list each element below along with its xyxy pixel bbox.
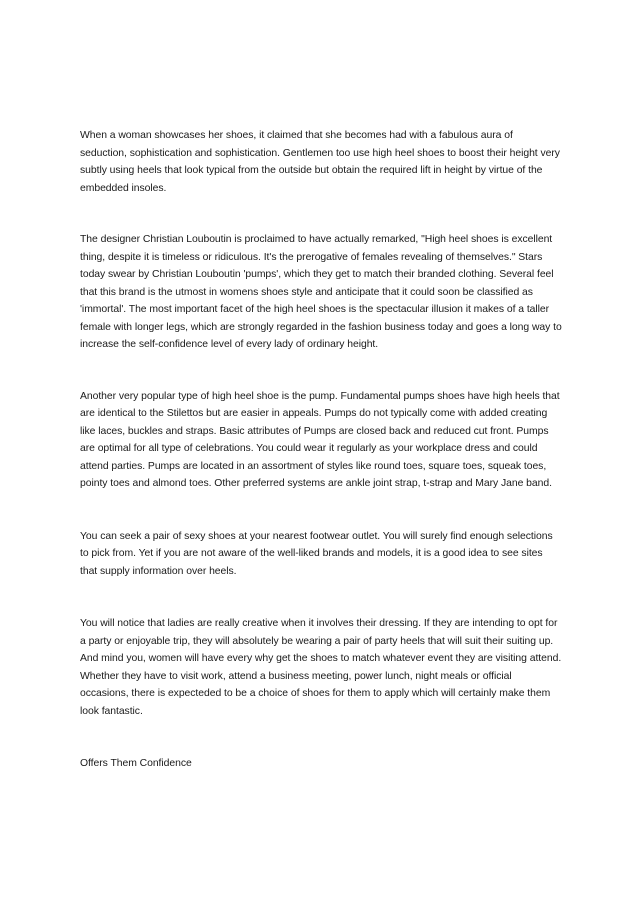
paragraph-footwear-outlet: You can seek a pair of sexy shoes at your nearest footwear outlet. You will surely find enough selections to pick from. Yet if you are not aware of the well-liked brands and models, it is a good idea to see sites that supply information over heels.	[80, 530, 553, 577]
paragraph-louboutin: The designer Christian Louboutin is proclaimed to have actually remarked, "High heel shoes is excellent thing, despite it is timeless or ridiculous. It's the prerogative of females revealing of themselves." Stars today swear by Christian Louboutin 'pumps', which they get to match their branded clothing. Several feel that this brand is the utmost in womens shoes style and anticipate that it could soon be classified as 'immortal'. The most important facet of the high heel shoes is the spectacular illusion it makes of a taller female with longer legs, which are strongly regarded in the fashion business today and goes a long way to increase the self-confidence level of every lady of ordinary height.	[80, 234, 562, 350]
paragraph-intro: When a woman showcases her shoes, it claimed that she becomes had with a fabulous aura of seduction, sophistication and sophistication. Gentlemen too use high heel shoes to boost their height very subtly using heels that look typical from the outside but obtain the required lift in height by virtue of the embedded insoles.	[80, 130, 560, 194]
paragraph-pumps: Another very popular type of high heel shoe is the pump. Fundamental pumps shoes have high heels that are identical to the Stilettos but are easier in appeals. Pumps do not typically come with added creating like laces, buckles and straps. Basic attributes of Pumps are closed back and reduced cut front. Pumps are optimal for all type of celebrations. You could wear it regularly as your workplace dress and could attend parties. Pumps are located in an assortment of styles like round toes, square toes, squeak toes, pointy toes and almond toes. Other preferred systems are ankle joint strap, t-strap and Mary Jane band.	[80, 390, 560, 489]
paragraph-ladies-dressing: You will notice that ladies are really creative when it involves their dressing. If they are intending to opt for a party or enjoyable trip, they will absolutely be wearing a pair of party heels that will suit their suiting up. And mind you, women will have every why get the shoes to match whatever event they are visiting attend. Whether they have to visit work, attend a business meeting, power lunch, night meals or official occasions, there is expecteded to be a choice of shoes for them to apply which will certainly make them look fantastic.	[80, 618, 562, 717]
section-heading-confidence: Offers Them Confidence	[80, 758, 192, 769]
document-body	[80, 127, 562, 773]
